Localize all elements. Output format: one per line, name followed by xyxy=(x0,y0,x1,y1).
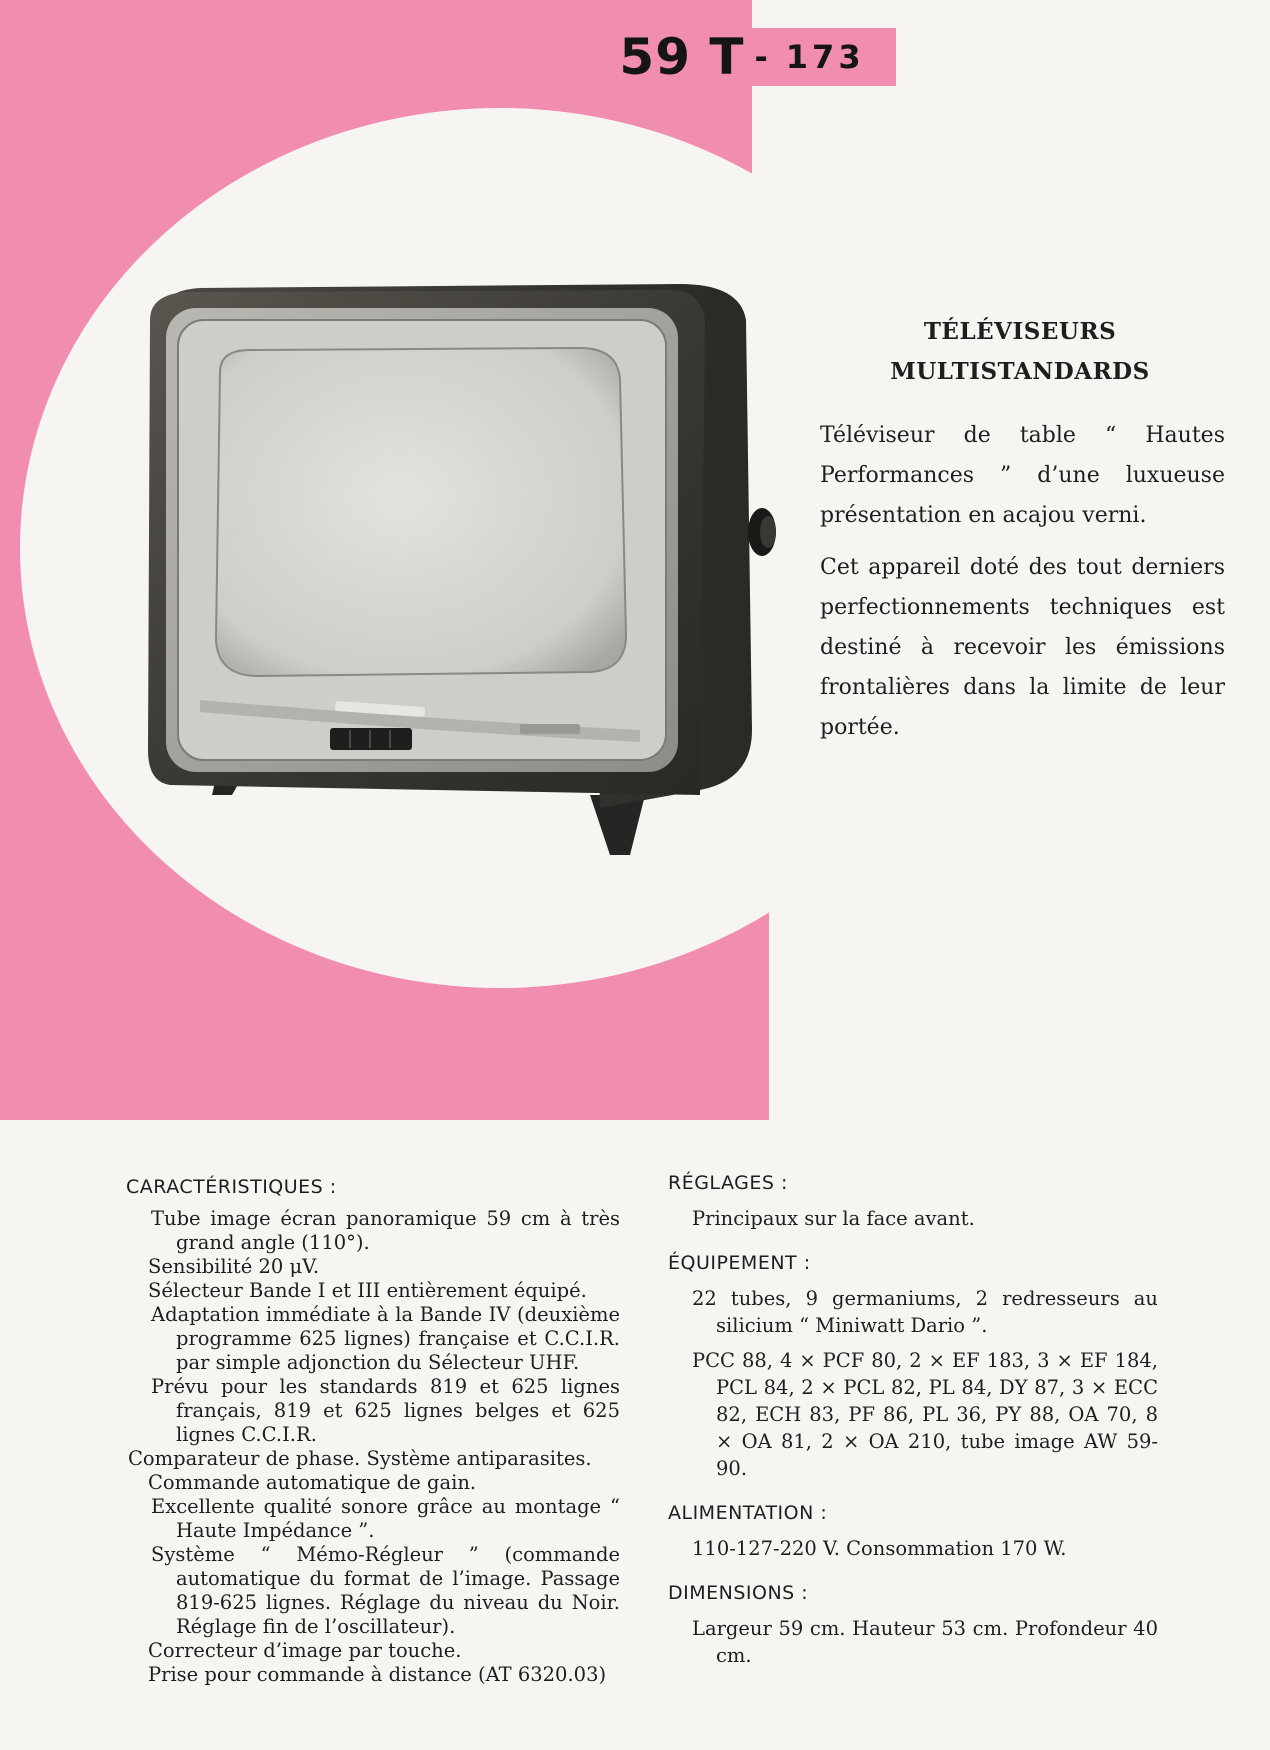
spec-item: Excellente qualité sonore grâce au montage “ Haute Impédance ”. xyxy=(151,1495,620,1542)
spec-item: Prévu pour les standards 819 et 625 lignes français, 819 et 625 lignes belges et 625 lignes C.C.I.R. xyxy=(151,1375,620,1446)
heading-line-1: TÉLÉVISEURS xyxy=(923,318,1117,345)
product-heading xyxy=(840,312,1200,392)
model-number-dash: - xyxy=(754,38,772,76)
equipement-title: ÉQUIPEMENT : xyxy=(668,1252,811,1274)
alimentation-text: 110-127-220 V. Consommation 170 W. xyxy=(692,1537,1067,1560)
spec-item: Sensibilité 20 μV. xyxy=(148,1255,320,1278)
model-number-main: 59 T xyxy=(619,28,745,86)
television-photo xyxy=(140,280,790,860)
spec-item: Commande automatique de gain. xyxy=(148,1471,477,1494)
intro-text xyxy=(820,416,1225,760)
model-number-tag xyxy=(588,28,896,86)
equipement-text-2: PCC 88, 4 × PCF 80, 2 × EF 183, 3 × EF 184, PCL 84, 2 × PCL 82, PL 84, DY 87, 3 × ECC 82, ECH 83, PF 86, PL 36, PY 88, OA 70, 8 × OA 81, 2 × OA 210, tube image AW 59-90. xyxy=(692,1349,1158,1480)
reglages-text: Principaux sur la face avant. xyxy=(692,1207,975,1230)
details-column xyxy=(668,1170,1158,1677)
intro-paragraph-1: Téléviseur de table “ Hautes Performances ” d’une luxueuse présentation en acajou verni. xyxy=(820,423,1225,528)
spec-item: Adaptation immédiate à la Bande IV (deuxième programme 625 lignes) française et C.C.I.R. par simple adjonction du Sélecteur UHF. xyxy=(151,1303,620,1374)
spec-item: Système “ Mémo-Régleur ” (commande automatique du format de l’image. Passage 819-625 lignes. Réglage du niveau du Noir. Réglage fin de l’oscillateur). xyxy=(151,1543,620,1638)
equipement-text-1: 22 tubes, 9 germaniums, 2 redresseurs au silicium “ Miniwatt Dario ”. xyxy=(692,1287,1158,1337)
caracteristiques-section xyxy=(126,1175,620,1687)
spec-item: Comparateur de phase. Système antiparasites. xyxy=(128,1447,592,1470)
dimensions-title: DIMENSIONS : xyxy=(668,1582,809,1604)
spec-item: Prise pour commande à distance (AT 6320.03) xyxy=(148,1663,607,1686)
spec-item: Sélecteur Bande I et III entièrement équipé. xyxy=(148,1279,587,1302)
caracteristiques-title: CARACTÉRISTIQUES : xyxy=(126,1176,337,1198)
dimensions-text: Largeur 59 cm. Hauteur 53 cm. Profondeur 40 cm. xyxy=(692,1617,1158,1667)
reglages-title: RÉGLAGES : xyxy=(668,1172,788,1194)
spec-item: Tube image écran panoramique 59 cm à très grand angle (110°). xyxy=(151,1207,620,1254)
intro-paragraph-2: Cet appareil doté des tout derniers perfectionnements techniques est destiné à recevoir les émissions frontalières dans la limite de leur portée. xyxy=(820,555,1225,740)
alimentation-title: ALIMENTATION : xyxy=(668,1502,828,1524)
heading-line-2: MULTISTANDARDS xyxy=(890,358,1150,385)
spec-item: Correcteur d’image par touche. xyxy=(148,1639,462,1662)
model-number-suffix: 173 xyxy=(785,38,865,76)
